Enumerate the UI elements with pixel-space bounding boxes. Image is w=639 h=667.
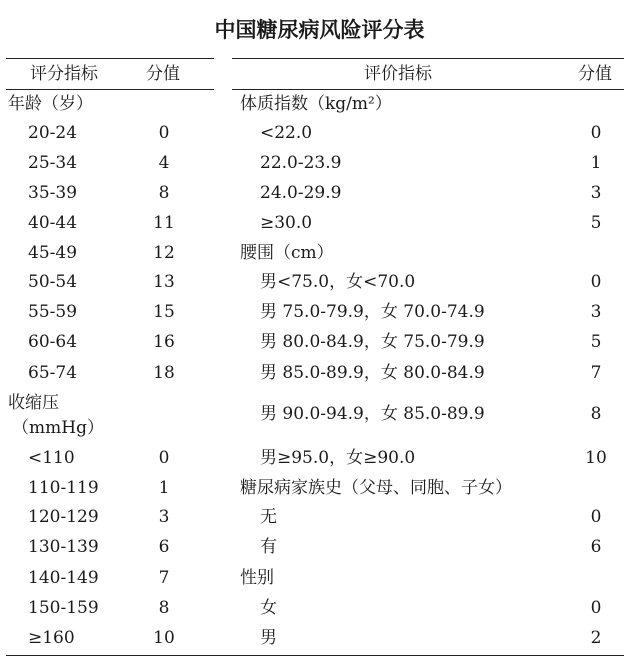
age-range: 55-59 [28,302,78,322]
age-score: 16 [153,332,175,352]
sbp-score: 8 [158,598,170,618]
age-score: 4 [158,153,170,173]
bottom-rule [6,655,624,656]
age-score: 0 [158,123,170,143]
age-range: 50-54 [28,272,78,292]
sex-score: 0 [590,598,602,618]
waist-range: 男 90.0-94.9，女 85.0-89.9 [260,404,485,424]
bmi-score: 1 [590,153,602,173]
waist-score: 7 [590,363,602,383]
sbp-range: <110 [28,448,75,468]
family-history-category-label: 糖尿病家族史（父母、同胞、子女） [240,478,512,498]
waist-score: 0 [590,272,602,292]
age-score: 11 [153,213,175,233]
sbp-score: 1 [158,478,170,498]
left-header-score: 分值 [146,64,180,84]
family-history-score: 0 [590,507,602,527]
bmi-range: <22.0 [260,123,313,143]
bmi-range: 24.0-29.9 [260,183,342,203]
age-score: 8 [158,183,170,203]
table-title: 中国糖尿病风险评分表 [214,18,425,42]
age-range: 60-64 [28,332,78,352]
right-header-score: 分值 [578,64,612,84]
sbp-range: 140-149 [28,568,99,588]
family-history-score: 6 [590,537,602,557]
sbp-category-label: 收缩压 [8,393,59,413]
sbp-score: 6 [158,537,170,557]
sbp-range: 110-119 [28,478,99,498]
right-top-rule [232,58,624,59]
waist-score: 10 [585,448,607,468]
age-range: 65-74 [28,363,78,383]
bmi-range: 22.0-23.9 [260,153,342,173]
sex-category-label: 性别 [240,568,274,588]
sbp-range: 150-159 [28,598,99,618]
sbp-category-unit: （mmHg） [12,418,104,438]
waist-range: 男<75.0，女<70.0 [260,272,416,292]
sbp-score: 0 [158,448,170,468]
sex-score: 2 [590,628,602,648]
bmi-category-label: 体质指数（kg/m²） [240,94,392,114]
age-range: 20-24 [28,123,78,143]
sbp-range: 120-129 [28,507,99,527]
age-range: 45-49 [28,243,78,263]
waist-score: 8 [590,404,602,424]
left-header-indicator: 评分指标 [30,64,98,84]
waist-range: 男 75.0-79.9，女 70.0-74.9 [260,302,485,322]
family-history-option: 有 [260,537,277,557]
family-history-option: 无 [260,507,277,527]
waist-range: 男≥95.0，女≥90.0 [260,448,416,468]
age-score: 15 [153,302,175,322]
sbp-score: 3 [158,507,170,527]
bmi-score: 0 [590,123,602,143]
age-score: 12 [153,243,175,263]
waist-range: 男 80.0-84.9，女 75.0-79.9 [260,332,485,352]
sex-option: 男 [260,628,277,648]
waist-score: 3 [590,302,602,322]
age-range: 35-39 [28,183,78,203]
right-header-indicator: 评价指标 [364,64,432,84]
sbp-range: 130-139 [28,537,99,557]
bmi-range: ≥30.0 [260,213,313,233]
waist-score: 5 [590,332,602,352]
left-header-rule [6,89,214,90]
sex-option: 女 [260,598,277,618]
bmi-score: 3 [590,183,602,203]
sbp-score: 10 [153,628,175,648]
age-score: 13 [153,272,175,292]
waist-category-label: 腰围（cm） [240,243,334,263]
bmi-score: 5 [590,213,602,233]
left-top-rule [6,58,214,59]
sbp-score: 7 [158,568,170,588]
age-score: 18 [153,363,175,383]
age-range: 25-34 [28,153,78,173]
age-category-label: 年龄（岁） [8,94,93,114]
age-range: 40-44 [28,213,78,233]
waist-range: 男 85.0-89.9，女 80.0-84.9 [260,363,485,383]
right-header-rule [232,89,624,90]
sbp-range: ≥160 [28,628,75,648]
